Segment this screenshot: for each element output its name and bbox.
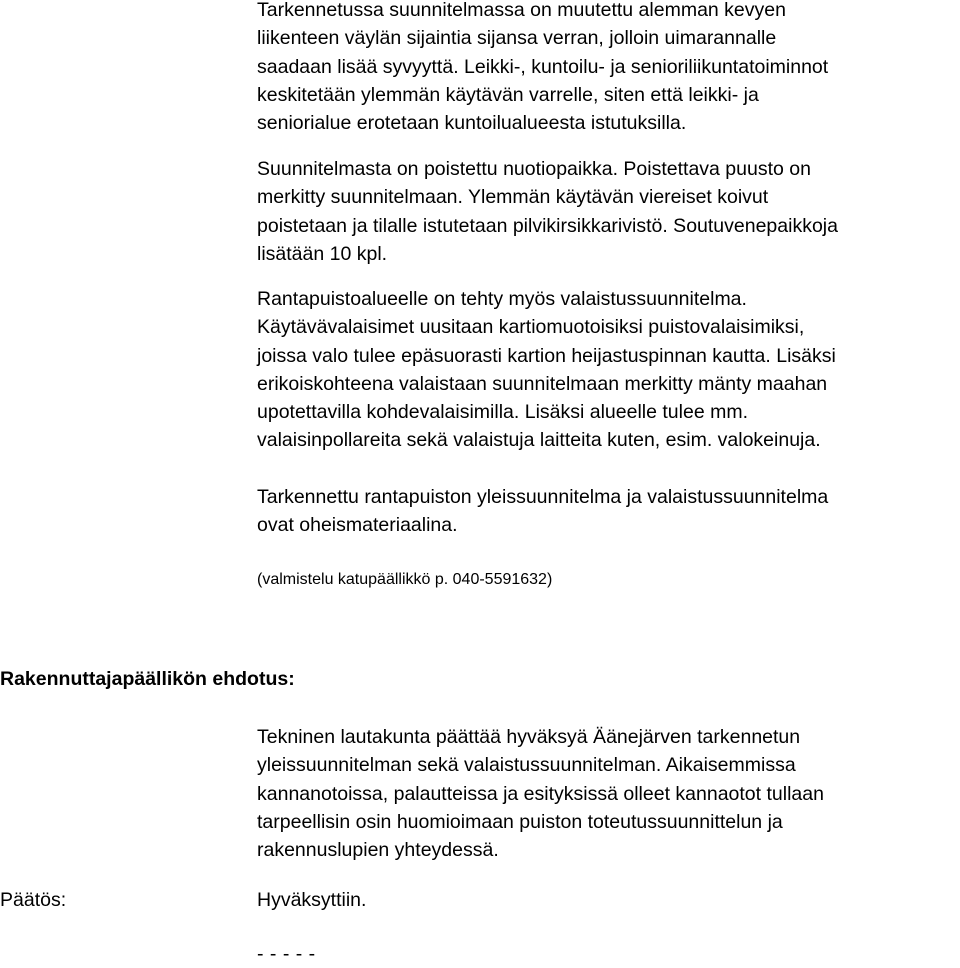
text-line: rakennuslupien yhteydessä.	[257, 839, 499, 862]
text-line: poistetaan ja tilalle istutetaan pilvikirsikkarivistö. Soutuvenepaikkoja	[257, 214, 838, 237]
proposal-text	[257, 723, 960, 864]
paragraph-plan-changes	[257, 0, 960, 137]
text-line: valaisinpollareita sekä valaistuja laitteita kuten, esim. valokeinuja.	[257, 429, 821, 452]
text-line: Tarkennettu rantapuiston yleissuunnitelma ja valaistussuunnitelma	[257, 486, 829, 508]
text-line: yleissuunnitelman sekä valaistussuunnitelman. Aikaisemmissa	[257, 754, 796, 777]
text-line: Tarkennetussa suunnitelmassa on muutettu alemman kevyen	[257, 0, 786, 21]
text-line: upotettavilla kohdevalaisimilla. Lisäksi alueelle tulee mm.	[257, 401, 748, 424]
decision-heading: Päätös:	[0, 889, 67, 911]
text-line: Tekninen lautakunta päättää hyväksyä Äänejärven tarkennetun	[257, 726, 801, 748]
text-line: seniorialue erotetaan kuntoilualueesta istutuksilla.	[257, 112, 687, 135]
text-line: erikoiskohteena valaistaan suunnitelmaan merkitty mänty maahan	[257, 372, 828, 395]
text-line: ovat oheismateriaalina.	[257, 514, 458, 537]
text-line: Käytävävalaisimet uusitaan kartiomuotoisiksi puistovalaisimiksi,	[257, 316, 805, 339]
preparer-note: (valmistelu katupäällikkö p. 040-5591632)	[257, 571, 553, 588]
text-line: liikenteen väylän sijaintia sijansa verran, jolloin uimarannalle	[257, 27, 777, 50]
text-line: Rantapuistoalueelle on tehty myös valaistussuunnitelma.	[257, 288, 747, 310]
text-line: keskitetään ylemmän käytävän varrelle, siten että leikki- ja	[257, 83, 759, 106]
proposal-heading: Rakennuttajapäällikön ehdotus:	[0, 668, 295, 690]
paragraph-removals	[257, 155, 960, 268]
text-line: merkitty suunnitelmaan. Ylemmän käytävän viereiset koivut	[257, 186, 769, 209]
text-line: Suunnitelmasta on poistettu nuotiopaikka. Poistettava puusto on	[257, 158, 811, 180]
paragraph-attachments	[257, 483, 960, 540]
text-line: saadaan lisää syvyyttä. Leikki-, kuntoilu- ja senioriliikuntatoiminnot	[257, 55, 829, 78]
end-marker: - - - - -	[257, 943, 316, 965]
text-line: kannanotoissa, palautteissa ja esityksissä olleet kannaotot tullaan	[257, 782, 824, 805]
text-line: lisätään 10 kpl.	[257, 242, 388, 265]
text-line: tarpeellisin osin huomioimaan puiston toteutussuunnittelun ja	[257, 810, 783, 833]
paragraph-lighting	[257, 285, 960, 455]
decision-text: Hyväksyttiin.	[257, 889, 367, 911]
text-line: joissa valo tulee epäsuorasti kartion heijastuspinnan kautta. Lisäksi	[257, 344, 836, 367]
